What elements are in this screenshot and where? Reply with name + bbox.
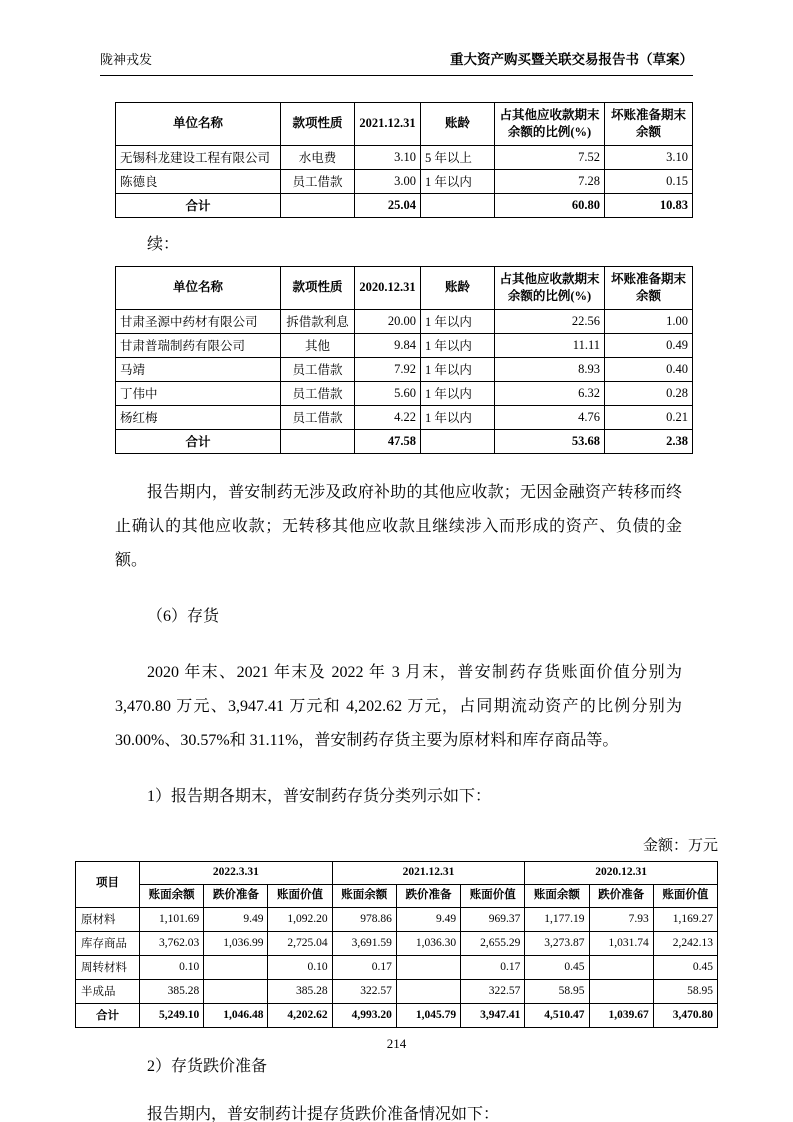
table-row [116, 381, 693, 405]
cell: 5,249.10 [140, 1003, 204, 1027]
heading-inventory-provision: 2）存货跌价准备 [147, 1057, 268, 1075]
header-cell: 账面余额 [332, 884, 396, 907]
cell: 6.32 [495, 381, 605, 405]
cell [281, 429, 355, 453]
cell: 1,169.27 [653, 907, 717, 931]
table-row [116, 309, 693, 333]
cell: 969.37 [461, 907, 525, 931]
cell: 3.10 [605, 145, 693, 169]
header-cell: 2021.12.31 [355, 103, 421, 146]
cell: 员工借款 [281, 169, 355, 193]
cell: 4,993.20 [332, 1003, 396, 1027]
cell: 1 年以内 [421, 333, 495, 357]
header-cell: 坏账准备期末余额 [605, 103, 693, 146]
cell: 4.76 [495, 405, 605, 429]
cell: 11.11 [495, 333, 605, 357]
header-cell: 跌价准备 [204, 884, 268, 907]
cell: 1,039.67 [589, 1003, 653, 1027]
cell: 7.52 [495, 145, 605, 169]
cell: 马靖 [116, 357, 281, 381]
header-cell: 2021.12.31 [332, 861, 525, 884]
cell: 1 年以内 [421, 381, 495, 405]
cell: 0.17 [461, 955, 525, 979]
header-cell: 账面价值 [268, 884, 332, 907]
cell: 1,031.74 [589, 931, 653, 955]
cell: 无锡科龙建设工程有限公司 [116, 145, 281, 169]
header-cell: 2020.12.31 [525, 861, 718, 884]
cell: 1.00 [605, 309, 693, 333]
paragraph-inventory-classification-intro: 1）报告期各期末，普安制药存货分类列示如下： [147, 787, 492, 805]
header-cell: 单位名称 [116, 266, 281, 309]
table-header-row [76, 861, 718, 884]
cell: 2,655.29 [461, 931, 525, 955]
header-cell: 账面余额 [140, 884, 204, 907]
cell: 合计 [116, 429, 281, 453]
cell: 0.10 [140, 955, 204, 979]
cell: 1,036.30 [396, 931, 460, 955]
cell: 3,762.03 [140, 931, 204, 955]
cell: 甘肃普瑞制药有限公司 [116, 333, 281, 357]
header-cell: 账面价值 [653, 884, 717, 907]
total-row [76, 1003, 718, 1027]
header-cell: 占其他应收款期末余额的比例(%) [495, 266, 605, 309]
cell: 2,725.04 [268, 931, 332, 955]
cell: 0.17 [332, 955, 396, 979]
cell: 9.49 [204, 907, 268, 931]
table-row [116, 405, 693, 429]
table-row [76, 955, 718, 979]
cell: 7.93 [589, 907, 653, 931]
cell: 3,947.41 [461, 1003, 525, 1027]
header-cell: 账龄 [421, 266, 495, 309]
table-header-row [116, 103, 693, 146]
header-cell: 跌价准备 [589, 884, 653, 907]
cell: 0.49 [605, 333, 693, 357]
cell: 杨红梅 [116, 405, 281, 429]
header-company-name: 陇神戎发 [100, 52, 153, 67]
cell: 甘肃圣源中药材有限公司 [116, 309, 281, 333]
header-cell: 账面价值 [461, 884, 525, 907]
cell: 25.04 [355, 193, 421, 217]
cell: 周转材料 [76, 955, 140, 979]
table-row [116, 169, 693, 193]
cell: 22.56 [495, 309, 605, 333]
cell: 1,092.20 [268, 907, 332, 931]
cell: 3,691.59 [332, 931, 396, 955]
cell: 58.95 [653, 979, 717, 1003]
cell: 2,242.13 [653, 931, 717, 955]
header-cell: 坏账准备期末余额 [605, 266, 693, 309]
cell: 陈德良 [116, 169, 281, 193]
cell: 0.40 [605, 357, 693, 381]
cell: 拆借款利息 [281, 309, 355, 333]
cell: 4,202.62 [268, 1003, 332, 1027]
paragraph-provision-intro: 报告期内，普安制药计提存货跌价准备情况如下： [147, 1105, 500, 1122]
header-cell: 2022.3.31 [140, 861, 333, 884]
cell: 1,036.99 [204, 931, 268, 955]
cell [204, 955, 268, 979]
cell: 1,046.48 [204, 1003, 268, 1027]
cell: 员工借款 [281, 405, 355, 429]
table-row [116, 357, 693, 381]
cell: 1 年以内 [421, 309, 495, 333]
table-row [116, 145, 693, 169]
cell [281, 193, 355, 217]
cell: 0.21 [605, 405, 693, 429]
cell: 978.86 [332, 907, 396, 931]
table-row [76, 907, 718, 931]
header-cell: 占其他应收款期末余额的比例(%) [495, 103, 605, 146]
cell: 0.10 [268, 955, 332, 979]
cell: 0.15 [605, 169, 693, 193]
table-row [116, 333, 693, 357]
cell: 4,510.47 [525, 1003, 589, 1027]
cell: 322.57 [332, 979, 396, 1003]
cell: 水电费 [281, 145, 355, 169]
cell: 1,045.79 [396, 1003, 460, 1027]
cell: 322.57 [461, 979, 525, 1003]
header-cell: 跌价准备 [396, 884, 460, 907]
total-row [116, 193, 693, 217]
header-cell: 项目 [76, 861, 140, 907]
cell [589, 979, 653, 1003]
cell: 员工借款 [281, 357, 355, 381]
cell: 9.84 [355, 333, 421, 357]
cell: 10.83 [605, 193, 693, 217]
header-cell: 账面余额 [525, 884, 589, 907]
page-header [100, 48, 693, 76]
header-cell: 2020.12.31 [355, 266, 421, 309]
cell: 7.92 [355, 357, 421, 381]
cell [396, 979, 460, 1003]
paragraph-inventory-summary: 2020 年末、2021 年末及 2022 年 3 月末，普安制药存货账面价值分别为 3,470.80 万元、3,947.41 万元和 4,202.62 万元，占同期流动资产的比例分别为 30.00%、30.57%和 31.11%，普安制药存货主要为原材料和库存商品等。 [115, 663, 682, 749]
table-row [76, 979, 718, 1003]
table-subheader-row [76, 884, 718, 907]
cell: 8.93 [495, 357, 605, 381]
cell: 0.45 [653, 955, 717, 979]
cell: 0.28 [605, 381, 693, 405]
cell: 385.28 [140, 979, 204, 1003]
table-row [76, 931, 718, 955]
heading-inventory: （6）存货 [147, 607, 220, 625]
cell: 1,177.19 [525, 907, 589, 931]
cell: 58.95 [525, 979, 589, 1003]
cell: 1 年以内 [421, 357, 495, 381]
cell [396, 955, 460, 979]
cell: 47.58 [355, 429, 421, 453]
cell: 53.68 [495, 429, 605, 453]
cell: 9.49 [396, 907, 460, 931]
cell: 其他 [281, 333, 355, 357]
cell: 员工借款 [281, 381, 355, 405]
cell: 丁伟中 [116, 381, 281, 405]
cell: 合计 [116, 193, 281, 217]
receivables-table-2020 [115, 266, 693, 454]
page-body [0, 76, 793, 1122]
cell: 3.10 [355, 145, 421, 169]
cell: 20.00 [355, 309, 421, 333]
cell [589, 955, 653, 979]
cell: 3,273.87 [525, 931, 589, 955]
cell: 4.22 [355, 405, 421, 429]
inventory-table [75, 861, 718, 1028]
cell: 3.00 [355, 169, 421, 193]
cell: 1,101.69 [140, 907, 204, 931]
cell: 库存商品 [76, 931, 140, 955]
header-cell: 款项性质 [281, 103, 355, 146]
page-number: 214 [386, 1036, 407, 1051]
cell [421, 193, 495, 217]
header-report-title: 重大资产购买暨关联交易报告书（草案） [450, 52, 693, 67]
cell: 5 年以上 [421, 145, 495, 169]
receivables-table-2021 [115, 102, 693, 218]
continued-label: 续： [147, 235, 180, 253]
cell [204, 979, 268, 1003]
cell: 385.28 [268, 979, 332, 1003]
header-cell: 单位名称 [116, 103, 281, 146]
cell: 原材料 [76, 907, 140, 931]
cell: 60.80 [495, 193, 605, 217]
cell: 1 年以内 [421, 405, 495, 429]
cell [421, 429, 495, 453]
header-cell: 账龄 [421, 103, 495, 146]
cell: 合计 [76, 1003, 140, 1027]
cell: 2.38 [605, 429, 693, 453]
paragraph-receivables-note: 报告期内，普安制药无涉及政府补助的其他应收款；无因金融资产转移而终止确认的其他应收款；无转移其他应收款且继续涉入而形成的资产、负债的金额。 [115, 483, 682, 569]
table-header-row [116, 266, 693, 309]
total-row [116, 429, 693, 453]
unit-note: 金额：万元 [642, 837, 718, 854]
cell: 7.28 [495, 169, 605, 193]
cell: 5.60 [355, 381, 421, 405]
cell: 半成品 [76, 979, 140, 1003]
cell: 3,470.80 [653, 1003, 717, 1027]
header-cell: 款项性质 [281, 266, 355, 309]
cell: 1 年以内 [421, 169, 495, 193]
cell: 0.45 [525, 955, 589, 979]
